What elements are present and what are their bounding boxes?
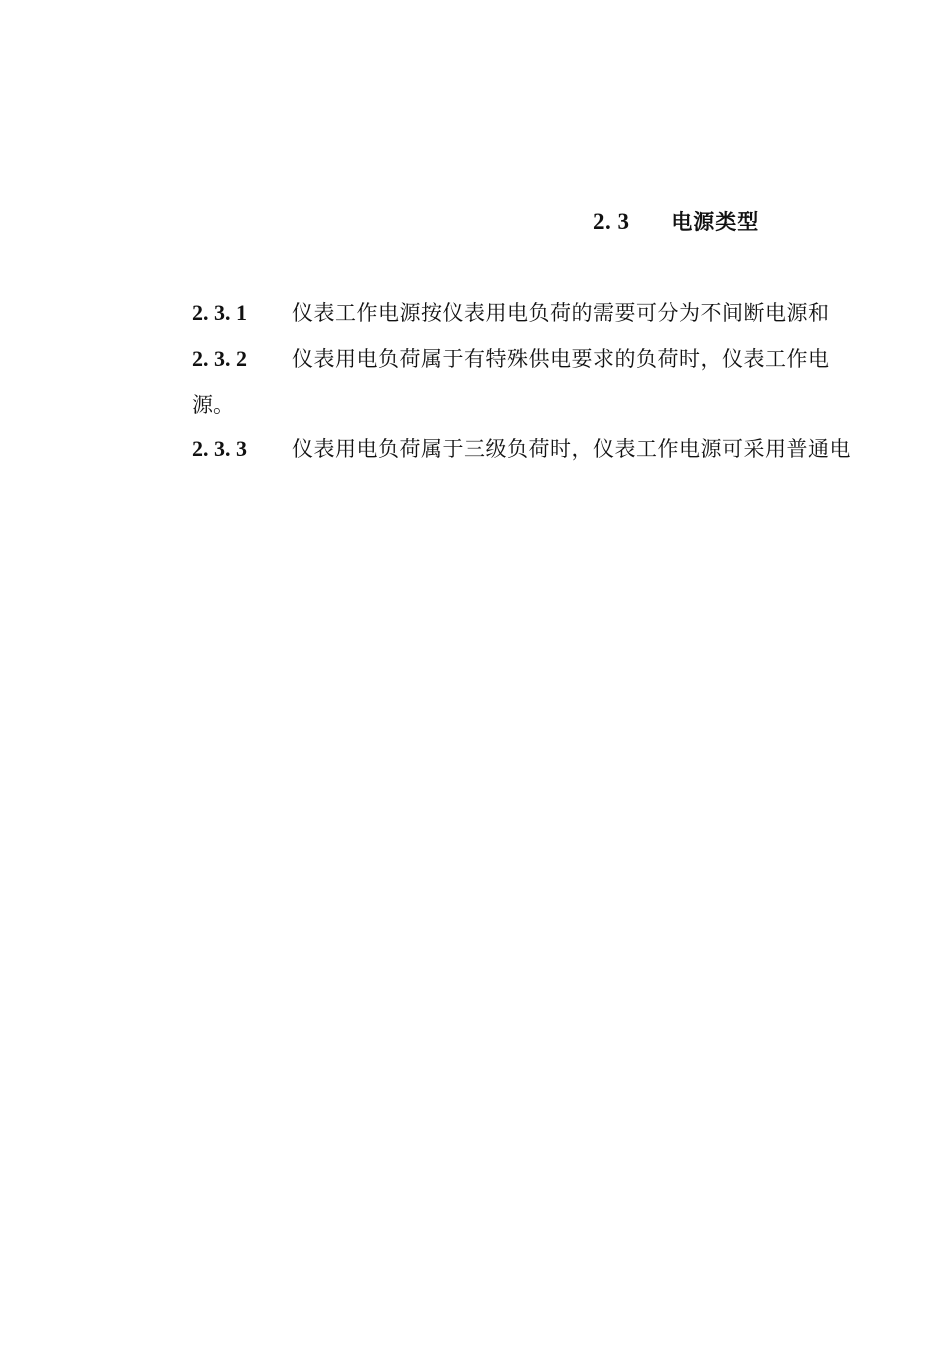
clause-text: 仪表工作电源按仪表用电负荷的需要可分为不间断电源和 — [292, 301, 830, 325]
clause-2-3-3 — [192, 426, 851, 472]
clause-text: 仪表用电负荷属于有特殊供电要求的负荷时，仪表工作电 — [292, 347, 830, 371]
clause-number: 2. 3. 1 — [192, 300, 247, 325]
clause-2-3-2 — [192, 336, 830, 382]
clause-2-3-1 — [192, 290, 830, 336]
section-heading — [593, 206, 759, 236]
section-title: 电源类型 — [671, 210, 760, 234]
section-number: 2. 3 — [593, 209, 630, 234]
clause-text: 仪表用电负荷属于三级负荷时，仪表工作电源可采用普通电 — [292, 437, 851, 461]
clause-2-3-2-continuation: 源。 — [192, 393, 234, 417]
clause-number: 2. 3. 2 — [192, 346, 247, 371]
clause-number: 2. 3. 3 — [192, 436, 247, 461]
